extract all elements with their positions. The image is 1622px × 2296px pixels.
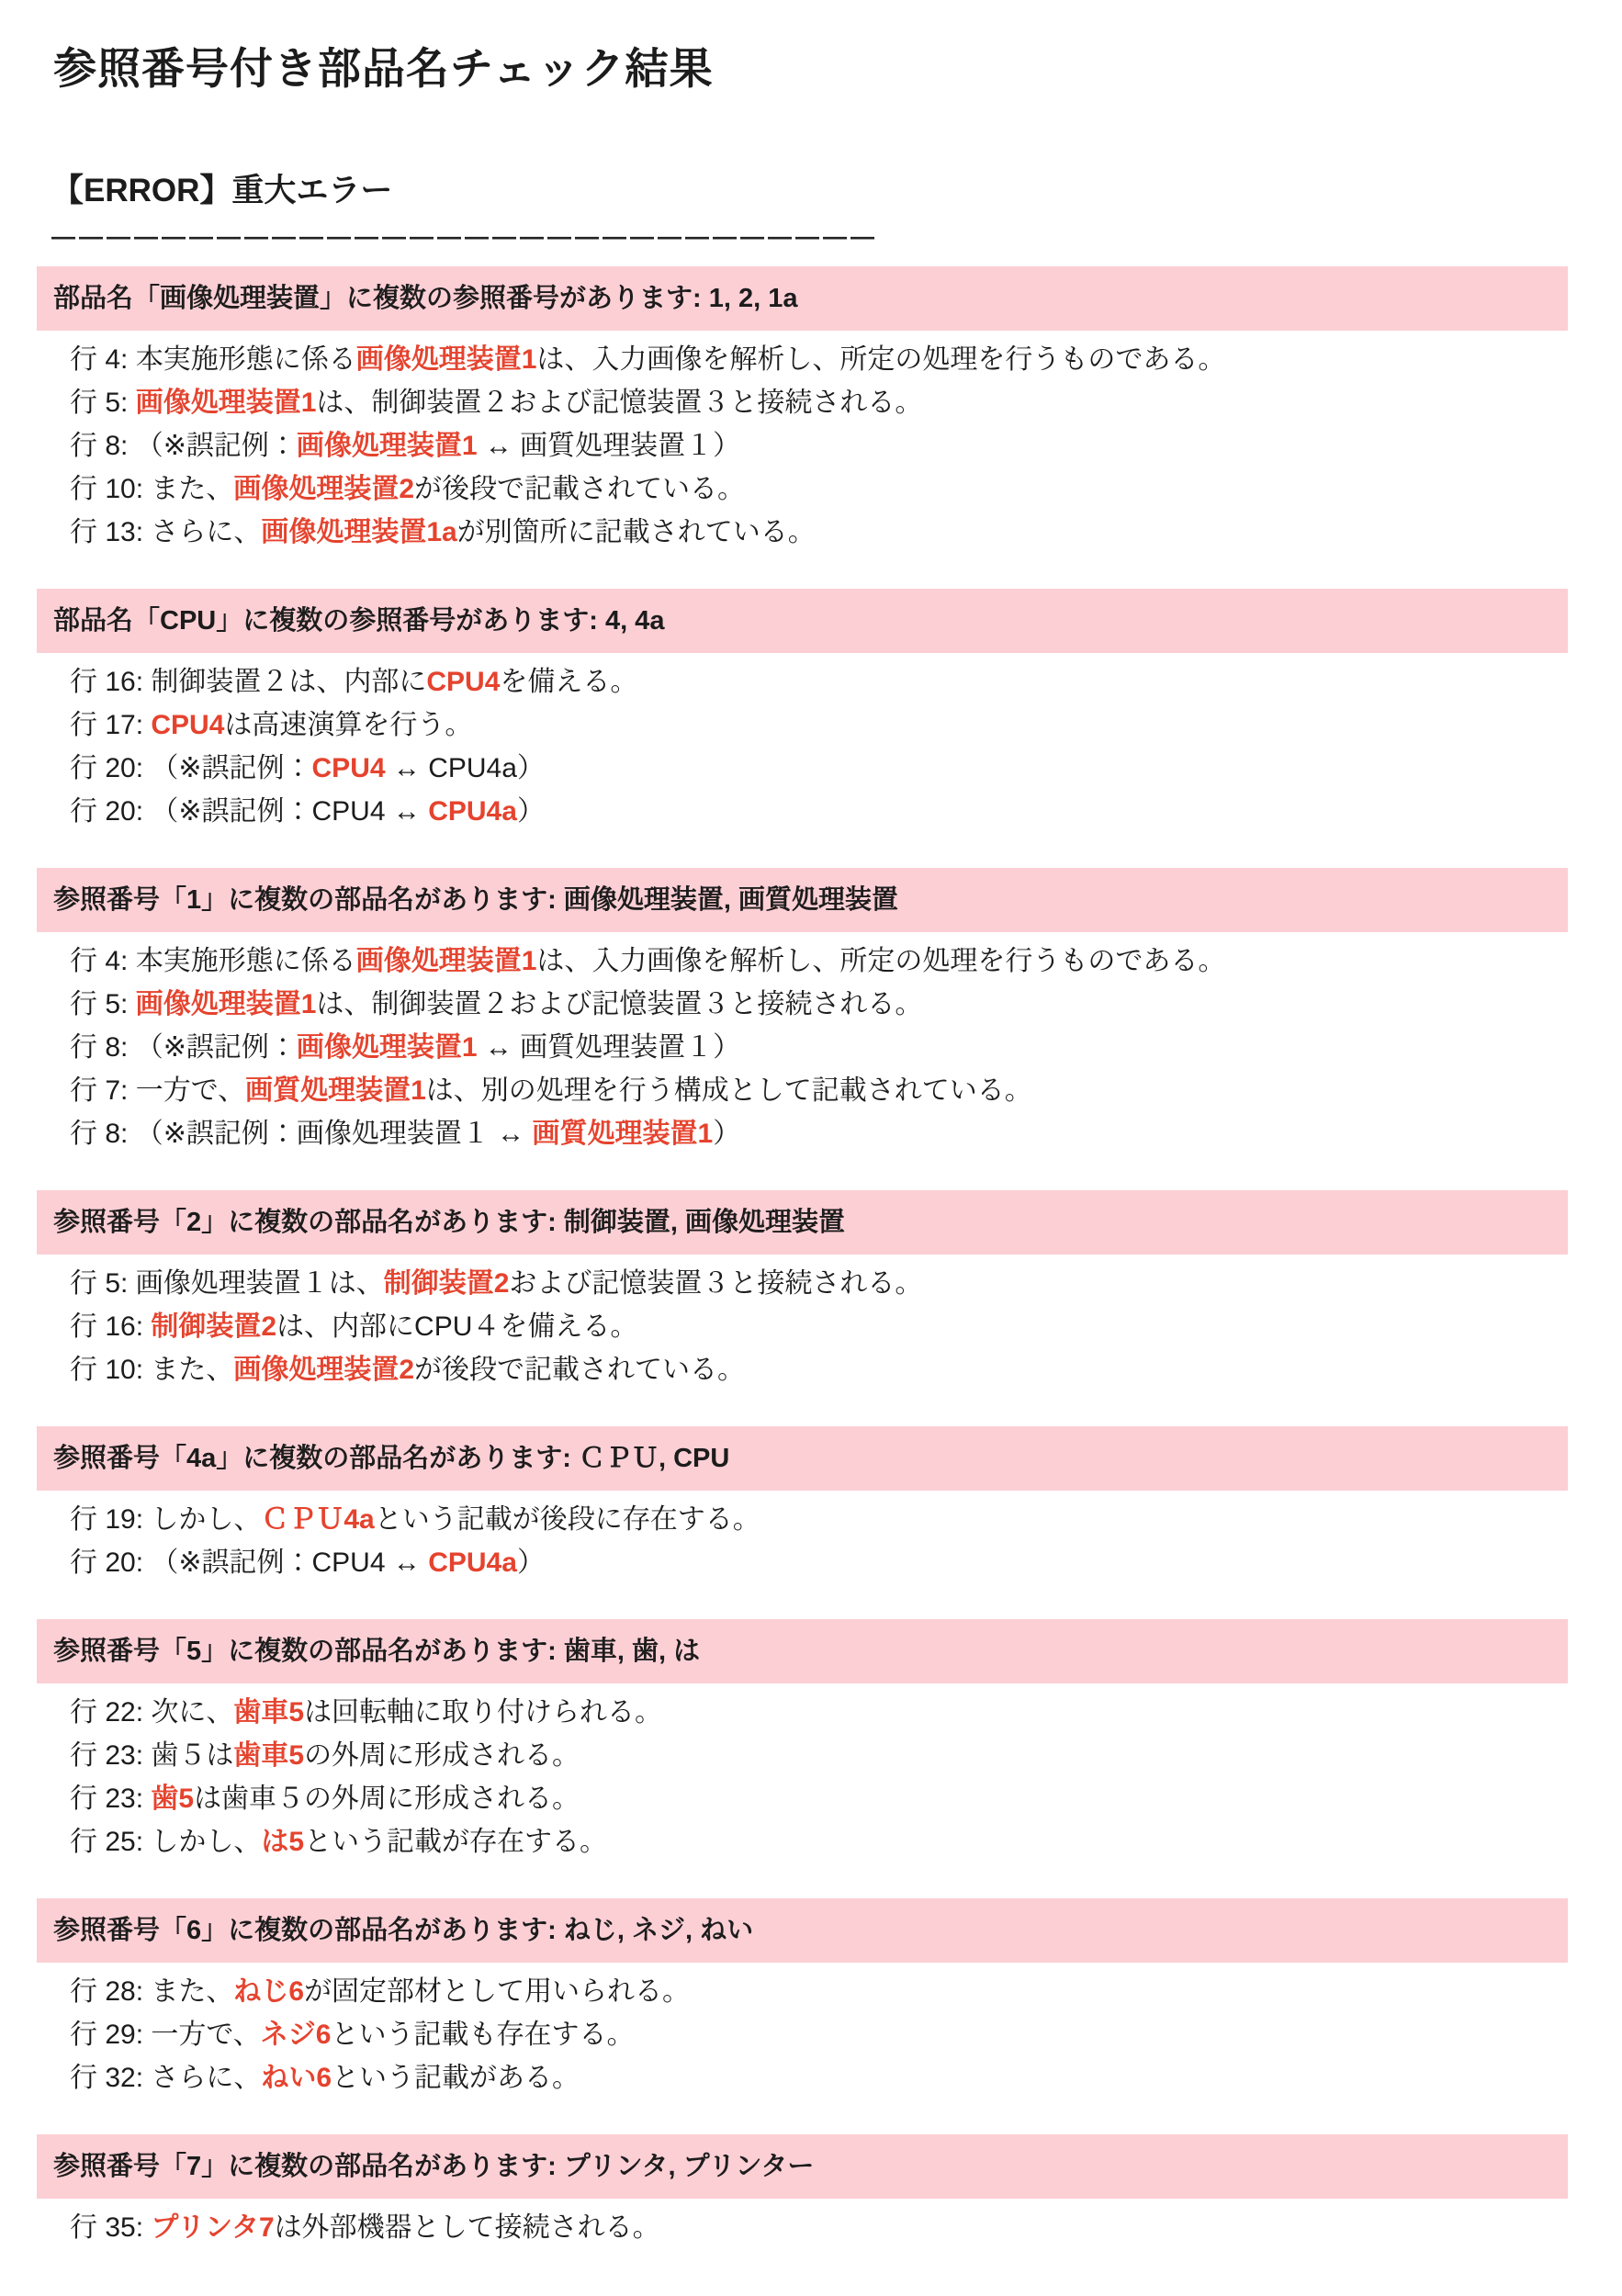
evidence-lines xyxy=(37,2206,1568,2249)
evidence-line xyxy=(70,1348,1568,1391)
highlighted-mention: CPU4a xyxy=(428,796,517,827)
highlighted-mention: プリンタ7 xyxy=(151,2212,275,2243)
highlighted-mention: ねい6 xyxy=(261,2063,332,2093)
error-block xyxy=(37,1898,1568,2099)
highlighted-mention: ＣＰＵ4a xyxy=(261,1504,375,1535)
highlighted-mention: 歯車5 xyxy=(233,1697,305,1728)
error-block xyxy=(37,1426,1568,1584)
error-block-header: 参照番号「2」に複数の部品名があります: 制御装置, 画像処理装置 xyxy=(37,1190,1568,1255)
line-text: は歯車５の外周に形成される。 xyxy=(194,1784,580,1814)
line-text: は回転軸に取り付けられる。 xyxy=(304,1697,663,1728)
evidence-lines xyxy=(37,660,1568,833)
highlighted-mention: CPU4 xyxy=(151,710,225,740)
line-text: 行 16: xyxy=(70,1311,152,1342)
line-text: 行 4: 本実施形態に係る xyxy=(70,946,356,976)
line-text: ） xyxy=(713,1119,741,1149)
line-text: という記載が後段に存在する。 xyxy=(374,1504,760,1535)
line-text: は外部機器として接続される。 xyxy=(274,2212,660,2243)
line-text: 行 16: 制御装置２は、内部に xyxy=(70,667,427,697)
evidence-lines xyxy=(37,1498,1568,1584)
evidence-lines xyxy=(37,940,1568,1155)
evidence-line xyxy=(70,338,1568,381)
line-text: 行 23: 歯５は xyxy=(70,1740,234,1771)
evidence-line xyxy=(70,790,1568,833)
highlighted-mention: 画質処理装置1 xyxy=(532,1119,714,1149)
error-block-header: 参照番号「5」に複数の部品名があります: 歯車, 歯, は xyxy=(37,1619,1568,1683)
highlighted-mention: 画像処理装置1 xyxy=(135,989,317,1019)
error-section-heading: 【ERROR】重大エラー xyxy=(51,173,393,208)
error-block-header: 参照番号「1」に複数の部品名があります: 画像処理装置, 画質処理装置 xyxy=(37,868,1568,932)
line-text: 行 7: 一方で、 xyxy=(70,1075,246,1106)
line-text: 行 32: さらに、 xyxy=(70,2063,262,2093)
line-text: 行 19: しかし、 xyxy=(70,1504,262,1535)
line-text: ↔ CPU4a） xyxy=(385,753,545,783)
line-text: ↔ 画質処理装置１） xyxy=(477,1032,741,1063)
error-block xyxy=(37,868,1568,1155)
line-text: 行 4: 本実施形態に係る xyxy=(70,344,356,375)
line-text: 行 5: 画像処理装置１は、 xyxy=(70,1268,384,1299)
line-text: および記憶装置３と接続される。 xyxy=(509,1268,923,1299)
error-block-header: 参照番号「6」に複数の部品名があります: ねじ, ネジ, ねい xyxy=(37,1898,1568,1963)
line-text: 行 10: また、 xyxy=(70,1355,234,1385)
evidence-line xyxy=(70,1691,1568,1734)
line-text: が固定部材として用いられる。 xyxy=(304,1976,691,2007)
highlighted-mention: CPU4a xyxy=(428,1548,517,1578)
highlighted-mention: 画像処理装置1 xyxy=(296,431,478,461)
line-text: の外周に形成される。 xyxy=(304,1740,580,1771)
line-text: は、別の処理を行う構成として記載されている。 xyxy=(425,1075,1032,1106)
highlighted-mention: 画像処理装置1 xyxy=(296,1032,478,1063)
line-text: という記載が存在する。 xyxy=(304,1827,608,1857)
evidence-lines xyxy=(37,338,1568,554)
evidence-lines xyxy=(37,1262,1568,1391)
highlighted-mention: 画像処理装置2 xyxy=(233,474,415,504)
highlighted-mention: 制御装置2 xyxy=(151,1311,277,1342)
line-text: 行 23: xyxy=(70,1784,152,1814)
line-text: 行 20: （※誤記例：CPU4 ↔ xyxy=(70,1548,429,1578)
line-text: 行 35: xyxy=(70,2212,152,2243)
line-text: 行 28: また、 xyxy=(70,1976,234,2007)
line-text: 行 8: （※誤記例：画像処理装置１ ↔ xyxy=(70,1119,533,1149)
section-divider: —————————————————————————————— xyxy=(51,222,878,250)
highlighted-mention: 画像処理装置1 xyxy=(355,946,537,976)
line-text: ） xyxy=(516,1548,545,1578)
error-block xyxy=(37,2134,1568,2249)
highlighted-mention: ネジ6 xyxy=(260,2020,332,2050)
line-text: は、入力画像を解析し、所定の処理を行うものである。 xyxy=(536,344,1226,375)
highlighted-mention: 画像処理装置2 xyxy=(233,1355,415,1385)
line-text: 行 25: しかし、 xyxy=(70,1827,262,1857)
line-text: は、制御装置２および記憶装置３と接続される。 xyxy=(316,388,923,418)
evidence-line xyxy=(70,703,1568,747)
error-block-header: 参照番号「4a」に複数の部品名があります: ＣＰＵ, CPU xyxy=(37,1426,1568,1491)
error-block-header: 参照番号「7」に複数の部品名があります: プリンタ, プリンター xyxy=(37,2134,1568,2199)
error-block-header: 部品名「画像処理装置」に複数の参照番号があります: 1, 2, 1a xyxy=(37,266,1568,331)
evidence-line xyxy=(70,511,1568,554)
highlighted-mention: CPU4 xyxy=(311,753,386,783)
evidence-line xyxy=(70,1305,1568,1348)
evidence-line xyxy=(70,1820,1568,1863)
evidence-line xyxy=(70,2013,1568,2056)
error-block xyxy=(37,1190,1568,1391)
line-text: を備える。 xyxy=(500,667,638,697)
evidence-line xyxy=(70,660,1568,703)
evidence-line xyxy=(70,1262,1568,1305)
highlighted-mention: 制御装置2 xyxy=(383,1268,510,1299)
line-text: が後段で記載されている。 xyxy=(414,474,746,504)
line-text: 行 22: 次に、 xyxy=(70,1697,234,1728)
evidence-line xyxy=(70,467,1568,511)
evidence-line xyxy=(70,1498,1568,1541)
line-text: が別箇所に記載されている。 xyxy=(456,517,816,547)
page-title: 参照番号付き部品名チェック結果 xyxy=(53,44,714,93)
line-text: は、制御装置２および記憶装置３と接続される。 xyxy=(316,989,923,1019)
error-block xyxy=(37,1619,1568,1863)
evidence-line xyxy=(70,1541,1568,1584)
highlighted-mention: 画質処理装置1 xyxy=(245,1075,426,1106)
line-text: 行 5: xyxy=(70,989,136,1019)
error-block-header: 部品名「CPU」に複数の参照番号があります: 4, 4a xyxy=(37,589,1568,653)
evidence-line xyxy=(70,2056,1568,2099)
line-text: 行 8: （※誤記例： xyxy=(70,431,297,461)
highlighted-mention: CPU4 xyxy=(426,667,501,697)
evidence-line xyxy=(70,1069,1568,1112)
evidence-line xyxy=(70,1777,1568,1820)
evidence-lines xyxy=(37,1691,1568,1863)
highlighted-mention: 画像処理装置1a xyxy=(261,517,457,547)
line-text: 行 20: （※誤記例：CPU4 ↔ xyxy=(70,796,429,827)
line-text: という記載がある。 xyxy=(332,2063,580,2093)
evidence-line xyxy=(70,1026,1568,1069)
highlighted-mention: 歯5 xyxy=(151,1784,195,1814)
line-text: は、入力画像を解析し、所定の処理を行うものである。 xyxy=(536,946,1226,976)
line-text: という記載も存在する。 xyxy=(331,2020,635,2050)
evidence-line xyxy=(70,1970,1568,2013)
evidence-line xyxy=(70,381,1568,424)
line-text: 行 5: xyxy=(70,388,136,418)
highlighted-mention: ねじ6 xyxy=(233,1976,305,2007)
error-block-list xyxy=(37,266,1568,2249)
evidence-lines xyxy=(37,1970,1568,2099)
evidence-line xyxy=(70,1112,1568,1155)
evidence-line xyxy=(70,1734,1568,1777)
evidence-line xyxy=(70,983,1568,1026)
evidence-line xyxy=(70,2206,1568,2249)
line-text: 行 10: また、 xyxy=(70,474,234,504)
highlighted-mention: 歯車5 xyxy=(233,1740,305,1771)
line-text: が後段で記載されている。 xyxy=(414,1355,746,1385)
line-text: 行 13: さらに、 xyxy=(70,517,262,547)
error-block xyxy=(37,589,1568,833)
line-text: ↔ 画質処理装置１） xyxy=(477,431,741,461)
line-text: 行 29: 一方で、 xyxy=(70,2020,261,2050)
highlighted-mention: 画像処理装置1 xyxy=(135,388,317,418)
line-text: ） xyxy=(516,796,545,827)
line-text: 行 8: （※誤記例： xyxy=(70,1032,297,1063)
highlighted-mention: は5 xyxy=(261,1827,305,1857)
line-text: 行 20: （※誤記例： xyxy=(70,753,312,783)
line-text: 行 17: xyxy=(70,710,152,740)
line-text: は高速演算を行う。 xyxy=(224,710,473,740)
evidence-line xyxy=(70,747,1568,790)
error-block xyxy=(37,266,1568,554)
evidence-line xyxy=(70,424,1568,467)
evidence-line xyxy=(70,940,1568,983)
highlighted-mention: 画像処理装置1 xyxy=(355,344,537,375)
line-text: は、内部にCPU４を備える。 xyxy=(276,1311,638,1342)
